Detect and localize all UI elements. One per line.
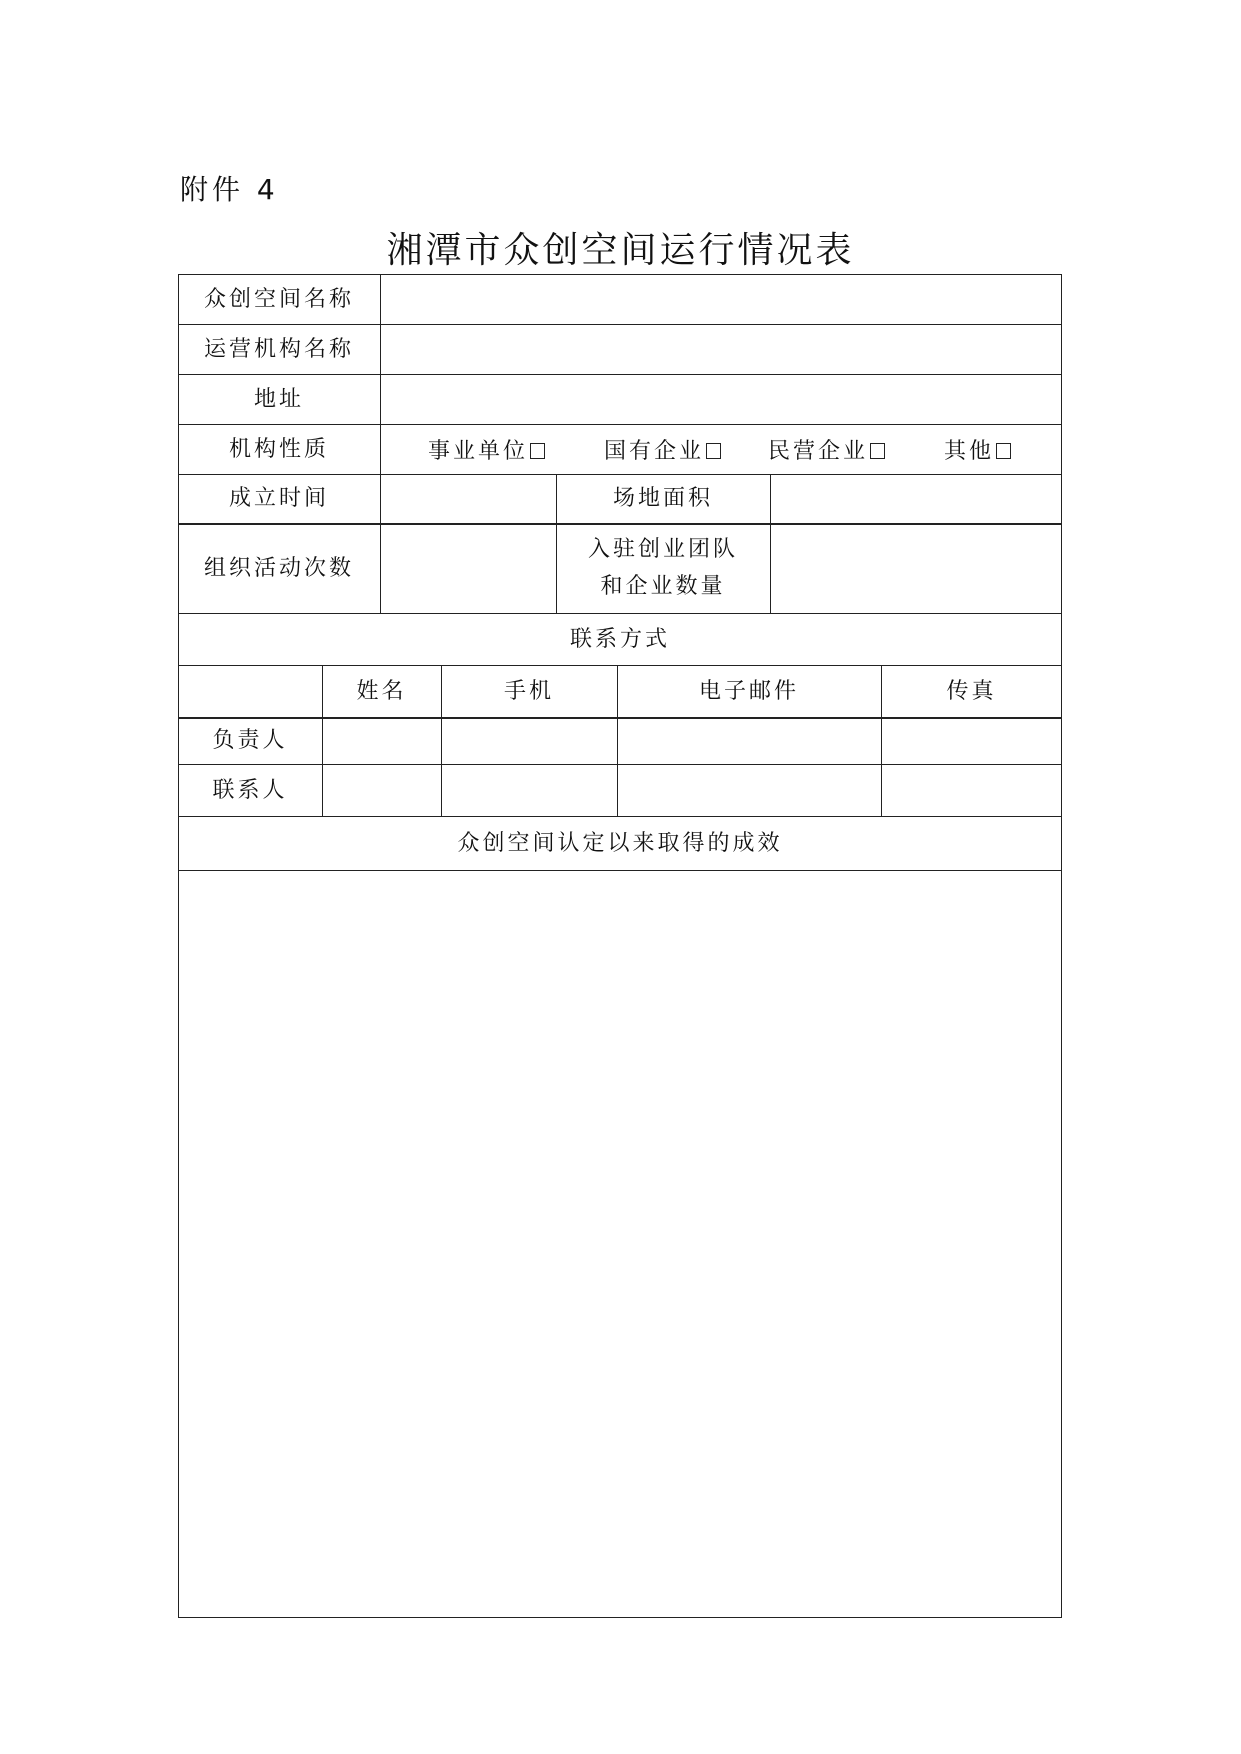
area-label: 场地面积 xyxy=(612,486,713,511)
contact-row-head: 负责人 xyxy=(212,728,288,753)
address-field[interactable] xyxy=(380,374,1062,424)
nature-option[interactable] xyxy=(768,434,885,465)
nature-option-label: 民营企业 xyxy=(768,438,869,464)
results-section-title: 众创空间认定以来取得的成效 xyxy=(457,830,783,856)
area-field[interactable] xyxy=(770,474,1062,523)
established-field[interactable] xyxy=(380,474,556,523)
space-name-label: 众创空间名称 xyxy=(203,286,354,312)
nature-option[interactable] xyxy=(604,434,721,465)
checkbox-icon[interactable] xyxy=(706,443,721,459)
teams-field[interactable] xyxy=(770,523,1062,613)
results-field[interactable] xyxy=(178,870,1062,1618)
space-name-field[interactable] xyxy=(380,274,1062,324)
teams-label xyxy=(556,523,770,613)
checkbox-icon[interactable] xyxy=(996,443,1011,459)
operator-label: 运营机构名称 xyxy=(203,336,354,362)
nature-option[interactable] xyxy=(428,434,545,465)
activities-label: 组织活动次数 xyxy=(203,555,354,581)
nature-options xyxy=(380,424,1062,474)
checkbox-icon[interactable] xyxy=(530,443,545,459)
nature-option-label: 国有企业 xyxy=(604,438,705,464)
activities-field[interactable] xyxy=(380,523,556,613)
contact-col-fax: 传真 xyxy=(946,678,997,704)
contact-col-name: 姓名 xyxy=(356,678,407,704)
teams-label-line: 入驻创业团队 xyxy=(587,537,738,562)
attachment-label: 附件 4 xyxy=(180,173,279,206)
checkbox-icon[interactable] xyxy=(870,443,885,459)
contact-row-contact: 联系人 xyxy=(212,777,288,803)
contact-section-title: 联系方式 xyxy=(569,626,670,652)
nature-label: 机构性质 xyxy=(228,436,329,462)
form-title: 湘潭市众创空间运行情况表 xyxy=(386,230,855,271)
contact-col-email: 电子邮件 xyxy=(698,678,799,704)
contact-col-mobile: 手机 xyxy=(503,678,554,704)
nature-option-label: 事业单位 xyxy=(428,438,529,464)
operator-field[interactable] xyxy=(380,324,1062,374)
teams-label-line: 和企业数量 xyxy=(600,574,726,599)
nature-option-label: 其他 xyxy=(944,438,995,464)
address-label: 地址 xyxy=(253,386,304,412)
established-label: 成立时间 xyxy=(228,486,329,511)
nature-option[interactable] xyxy=(944,434,1011,465)
